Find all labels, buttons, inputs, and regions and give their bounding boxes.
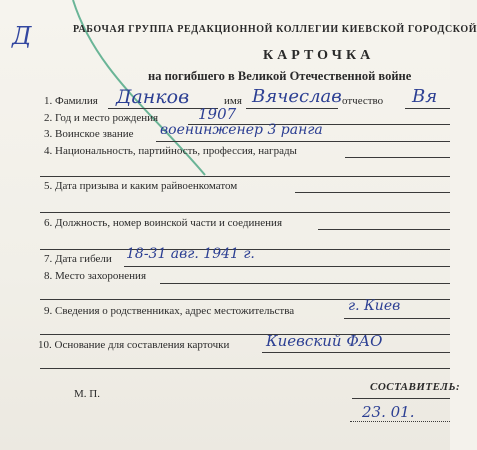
position-line	[318, 229, 450, 230]
stamp-label: М. П.	[74, 388, 100, 400]
name-value: Вячеслав	[252, 86, 342, 107]
birth-label: 2. Год и место рождения	[44, 112, 159, 124]
patronymic-line	[405, 108, 450, 109]
burial-label: 8. Место захоронения	[44, 270, 146, 282]
nationality-line	[345, 157, 450, 158]
corner-mark: Д	[12, 22, 32, 50]
basis-line	[262, 352, 450, 353]
compiler-label: СОСТАВИТЕЛЬ:	[370, 381, 461, 393]
header-text: РАБОЧАЯ ГРУППА РЕДАКЦИОННОЙ КОЛЛЕГИИ КИЕВСКОЙ ГОРОДСКОЙ	[73, 24, 477, 35]
patronymic-value: Вя	[412, 86, 438, 107]
patronymic-label: отчество	[342, 95, 384, 107]
compiler-line	[352, 398, 450, 399]
relatives-value: г. Киев	[348, 298, 401, 314]
burial-line	[160, 283, 450, 284]
date-value: 23. 01.	[362, 403, 415, 421]
rank-label: 3. Воинское звание	[44, 128, 134, 140]
rank-value: военинженер 3 ранга	[160, 122, 323, 138]
card-subtitle: на погибшего в Великой Отечественной войне	[148, 69, 412, 83]
basis-value: Киевский ФАО	[266, 332, 383, 350]
birth-value: 1907	[198, 105, 237, 123]
rank-line	[156, 141, 450, 142]
death-label: 7. Дата гибели	[44, 253, 112, 265]
relatives-line	[344, 318, 450, 319]
conscription-label: 5. Дата призыва и каким райвоенкоматом	[44, 180, 238, 192]
surname-value: Данков	[116, 86, 190, 108]
relatives-label: 9. Сведения о родственниках, адрес местожительства	[44, 305, 295, 317]
relatives-line-2	[40, 334, 450, 335]
name-line	[246, 108, 338, 109]
death-line	[124, 266, 450, 267]
name-label: имя	[224, 95, 242, 107]
death-value: 18-31 авг. 1941 г.	[126, 246, 255, 262]
conscription-line	[295, 192, 450, 193]
position-label: 6. Должность, номер воинской части и соединения	[44, 217, 282, 229]
date-line	[350, 421, 450, 422]
basis-label: 10. Основание для составления карточки	[38, 339, 230, 351]
conscription-line-2	[40, 212, 450, 213]
surname-label: 1. Фамилия	[44, 95, 98, 107]
nationality-line-2	[40, 176, 450, 177]
nationality-label: 4. Национальность, партийность, профессия, награды	[44, 145, 297, 157]
basis-line-2	[40, 368, 450, 369]
card-title: КАРТОЧКА	[263, 48, 375, 63]
